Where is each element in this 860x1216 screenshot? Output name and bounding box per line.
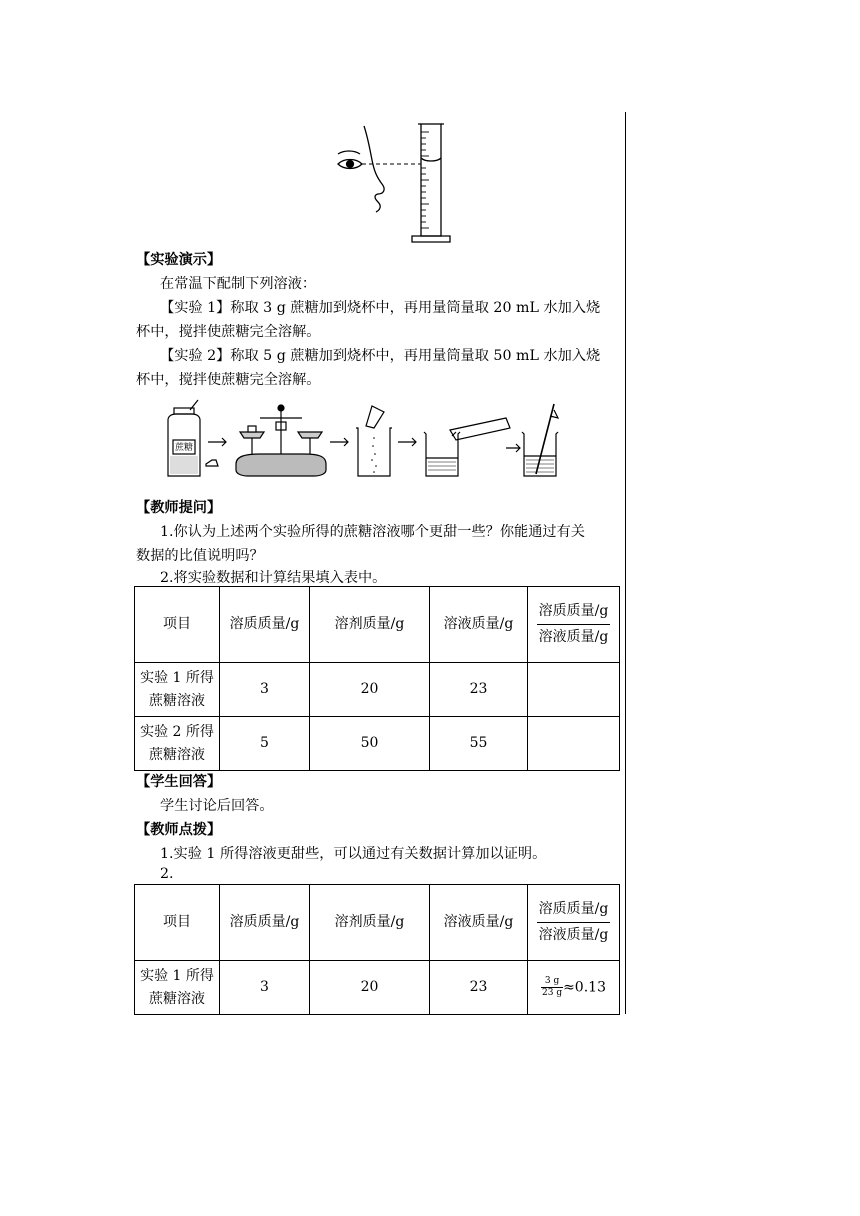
face-profile	[364, 126, 384, 212]
table-header-row	[135, 587, 620, 663]
spoon-icon	[206, 460, 218, 466]
header-solvent: 溶剂质量/g	[310, 587, 430, 663]
ratio-fraction	[537, 600, 611, 649]
ratio-value-result: ≈0.13	[563, 979, 606, 996]
ratio-fraction	[537, 898, 611, 947]
cell-solute: 3	[220, 961, 310, 1015]
guide-heading: 【教师点拨】	[136, 822, 222, 838]
question-2: 2.将实验数据和计算结果填入表中。	[160, 570, 387, 586]
row-label	[135, 717, 220, 771]
sugar-jar	[168, 400, 200, 476]
ratio-denominator: 溶液质量/g	[538, 629, 609, 645]
cylinder-scale	[421, 132, 429, 228]
header-solvent: 溶剂质量/g	[310, 885, 430, 961]
exp1-line1: 【实验 1】称取 3 g 蔗糖加到烧杯中，再用量筒量取 20 mL 水加入烧	[160, 300, 601, 316]
cell-ratio	[528, 961, 620, 1015]
header-ratio	[528, 587, 620, 663]
header-item: 项目	[135, 587, 220, 663]
cell-ratio	[528, 663, 620, 717]
cell-solution: 55	[430, 717, 528, 771]
row-label	[135, 663, 220, 717]
header-solute: 溶质质量/g	[220, 885, 310, 961]
exp2-line1: 【实验 2】称取 5 g 蔗糖加到烧杯中，再用量筒量取 50 mL 水加入烧	[160, 348, 601, 364]
cell-solvent: 50	[310, 717, 430, 771]
question-1-line2: 数据的比值说明吗？	[136, 548, 264, 564]
cylinder-reading-figure	[330, 118, 454, 246]
ratio-numerator: 溶质质量/g	[537, 600, 611, 625]
table-row	[135, 961, 620, 1015]
header-solution: 溶液质量/g	[430, 885, 528, 961]
page-margin-line	[625, 112, 626, 1014]
ratio-numerator: 溶质质量/g	[537, 898, 611, 923]
preparation-steps-figure	[160, 398, 562, 482]
exp2-line2: 杯中，搅拌使蔗糖完全溶解。	[136, 372, 321, 388]
beaker-with-paper	[356, 406, 392, 476]
row-label-line1: 实验 2 所得	[140, 723, 214, 740]
header-solution: 溶液质量/g	[430, 587, 528, 663]
ratio-value-numerator: 3 g	[541, 976, 563, 988]
question-1-line1: 1.你认为上述两个实验所得的蔗糖溶液哪个更甜一些？你能通过有关	[160, 524, 585, 540]
question-heading: 【教师提问】	[136, 500, 222, 516]
cell-solution: 23	[430, 961, 528, 1015]
arrow-icon	[208, 438, 226, 446]
beaker-pouring-water	[424, 418, 510, 476]
ratio-denominator: 溶液质量/g	[538, 927, 609, 943]
guide-point-1: 1.实验 1 所得溶液更甜些，可以通过有关数据计算加以证明。	[160, 846, 547, 862]
cell-solute: 3	[220, 663, 310, 717]
row-label-line2: 蔗糖溶液	[149, 692, 205, 709]
balance-icon	[236, 405, 326, 476]
data-table-1	[134, 586, 620, 771]
answer-heading: 【学生回答】	[136, 774, 222, 790]
table-row	[135, 717, 620, 771]
row-label-line2: 蔗糖溶液	[149, 746, 205, 763]
table-header-row	[135, 885, 620, 961]
beaker-stirring	[522, 404, 558, 476]
row-label-line2: 蔗糖溶液	[149, 990, 205, 1007]
data-table-2	[134, 884, 620, 1015]
cell-solution: 23	[430, 663, 528, 717]
answer-text: 学生讨论后回答。	[160, 798, 274, 814]
cell-ratio	[528, 717, 620, 771]
exp1-line2: 杯中，搅拌使蔗糖完全溶解。	[136, 324, 321, 340]
cell-solvent: 20	[310, 663, 430, 717]
cell-solute: 5	[220, 717, 310, 771]
header-solute: 溶质质量/g	[220, 587, 310, 663]
row-label-line1: 实验 1 所得	[140, 669, 214, 686]
ratio-value-fraction	[541, 976, 563, 999]
cell-solvent: 20	[310, 961, 430, 1015]
header-item: 项目	[135, 885, 220, 961]
row-label	[135, 961, 220, 1015]
demo-heading: 【实验演示】	[136, 252, 222, 268]
guide-point-2: 2.	[160, 866, 174, 882]
header-ratio	[528, 885, 620, 961]
row-label-line1: 实验 1 所得	[140, 967, 214, 984]
demo-intro: 在常温下配制下列溶液：	[160, 276, 317, 292]
jar-label: 蔗糖	[174, 443, 194, 453]
ratio-value-denominator: 23 g	[542, 987, 563, 998]
table-row	[135, 663, 620, 717]
